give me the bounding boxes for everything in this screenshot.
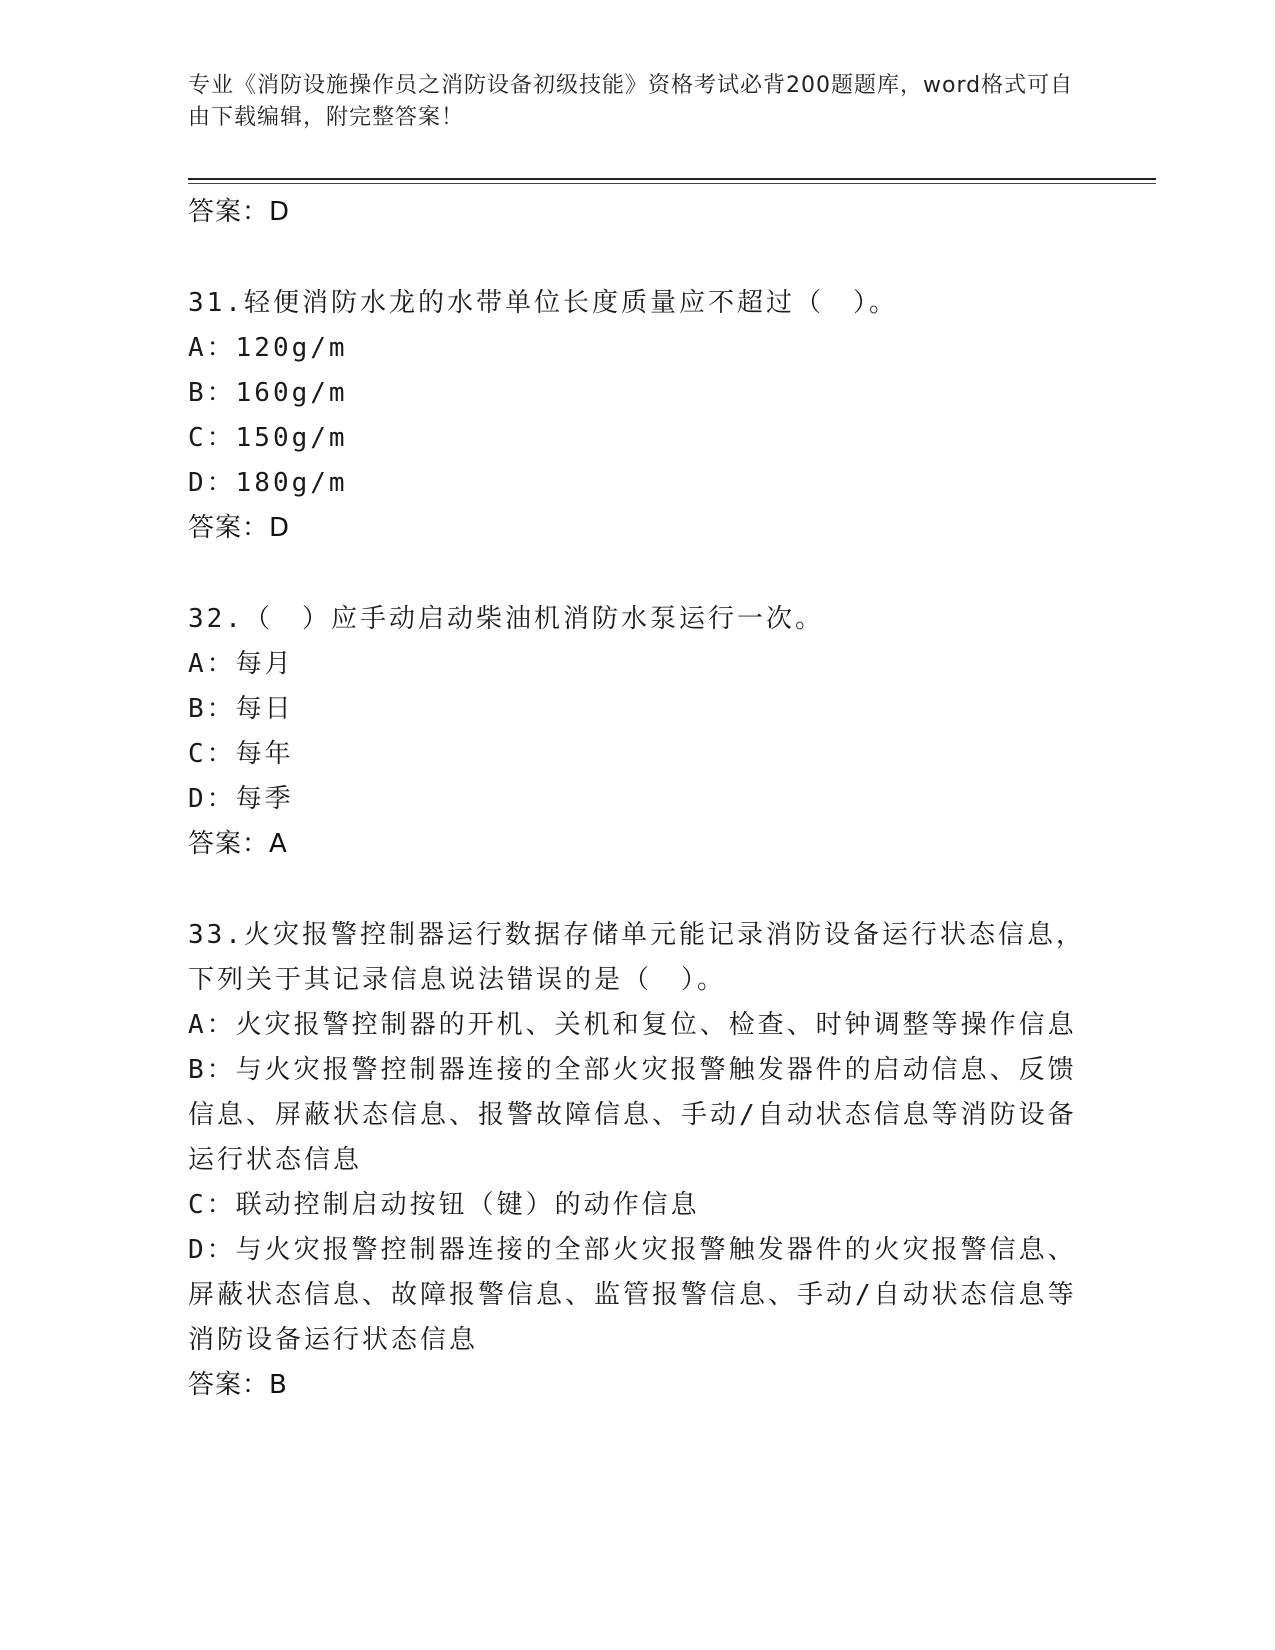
question-stem: 31.轻便消防水龙的水带单位长度质量应不超过（ ）。 [188,288,898,318]
option-d-line-2: 屏蔽状态信息、故障报警信息、监管报警信息、手动/自动状态信息等 [188,1280,1077,1310]
previous-answer: 答案：D [188,197,291,227]
option-d: D：每季 [188,784,294,814]
answer: 答案：B [188,1370,288,1400]
question-list [188,190,1088,1408]
spacer [188,551,1088,597]
question-32 [188,597,1088,867]
option-b-line-3: 运行状态信息 [188,1145,363,1175]
option-d: D：180g/m [188,468,348,498]
header-divider-thin [188,183,1156,184]
option-d-line-3: 消防设备运行状态信息 [188,1325,479,1355]
spacer [188,867,1088,913]
option-b: B：每日 [188,694,294,724]
question-stem: 32.（ ）应手动启动柴油机消防水泵运行一次。 [188,604,824,634]
option-b-line-1: B：与火灾报警控制器连接的全部火灾报警触发器件的启动信息、反馈 [188,1055,1077,1085]
option-d-line-1: D：与火灾报警控制器连接的全部火灾报警触发器件的火灾报警信息、 [188,1235,1077,1265]
option-b: B：160g/m [188,378,348,408]
answer: 答案：D [188,513,291,543]
option-c: C：每年 [188,739,294,769]
option-a: A：每月 [188,649,294,679]
question-33 [188,913,1088,1408]
header-text: 专业《消防设施操作员之消防设备初级技能》资格考试必背200题题库，word格式可自由下载编辑，附完整答案！ [188,73,1074,130]
header-divider [188,178,1156,180]
page-header [188,70,1088,134]
answer: 答案：A [188,829,288,859]
option-c: C：联动控制启动按钮（键）的动作信息 [188,1190,700,1220]
option-a: A：火灾报警控制器的开机、关机和复位、检查、时钟调整等操作信息 [188,1010,1077,1040]
question-stem-line-1: 33.火灾报警控制器运行数据存储单元能记录消防设备运行状态信息， [188,920,1085,950]
option-b-line-2: 信息、屏蔽状态信息、报警故障信息、手动/自动状态信息等消防设备 [188,1100,1077,1130]
option-a: A：120g/m [188,333,348,363]
question-stem-line-2: 下列关于其记录信息说法错误的是（ ）。 [188,965,727,995]
option-c: C：150g/m [188,423,348,453]
spacer [188,235,1088,281]
question-31 [188,281,1088,551]
